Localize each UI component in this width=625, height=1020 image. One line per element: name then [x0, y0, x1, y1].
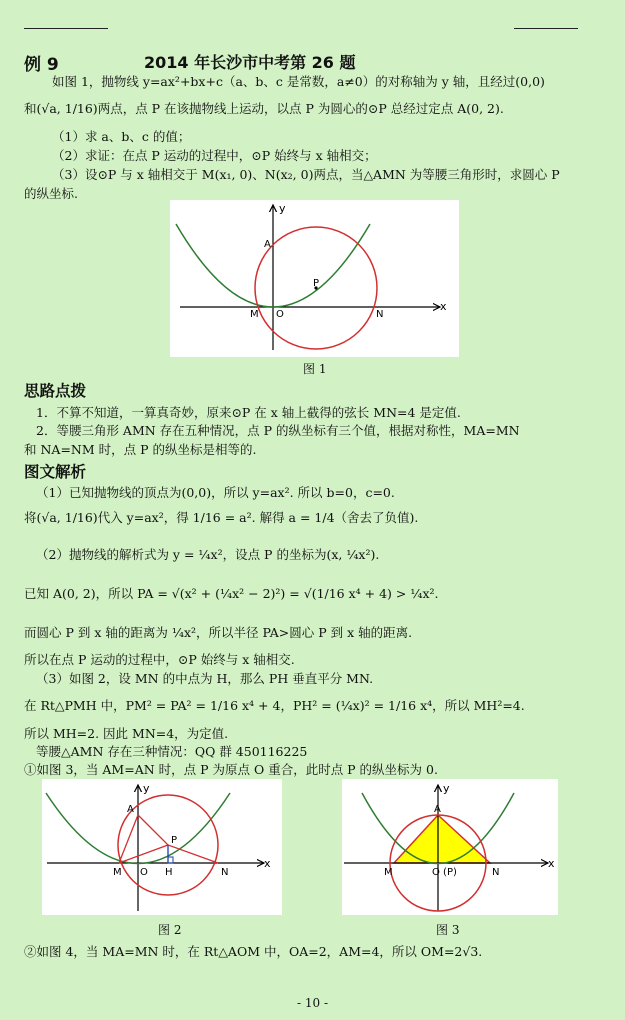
- triangle-amn: [394, 815, 490, 863]
- example-label: 例 9: [24, 55, 59, 75]
- figure-1-caption: 图 1: [303, 362, 327, 376]
- hints-heading: 思路点拨: [24, 382, 87, 400]
- label-n: N: [376, 309, 384, 320]
- segments-am-ap-pn: [138, 815, 218, 863]
- label-y: y: [443, 782, 450, 795]
- solution-heading: 图文解析: [24, 463, 87, 481]
- solution-step-11: ①如图 3，当 AM=AN 时，点 P 为原点 O 重合，此时点 P 的纵坐标为 0.: [24, 762, 438, 777]
- top-rule-right: [514, 28, 578, 29]
- label-a: A: [434, 804, 441, 815]
- problem-line-2: 和(√a, 1/16)两点，点 P 在该抛物线上运动，以点 P 为圆心的⊙P 总经过定点 A(0, 2).: [24, 101, 504, 116]
- question-3-line-2: 的纵坐标.: [24, 186, 78, 201]
- label-x: x: [264, 857, 271, 870]
- hint-2-line-2: 和 NA=NM 时，点 P 的纵坐标是相等的.: [24, 442, 257, 457]
- segment-am: [119, 815, 138, 863]
- label-a: A: [127, 804, 134, 815]
- question-2: （2）求证：在点 P 运动的过程中，⊙P 始终与 x 轴相交；: [52, 148, 377, 163]
- segment-mp: [119, 845, 168, 863]
- hint-1: 1．不算不知道，一算真奇妙，原来⊙P 在 x 轴上截得的弦长 MN=4 是定值.: [36, 405, 461, 420]
- solution-step-9: 所以 MH=2. 因此 MN=4，为定值.: [24, 726, 229, 741]
- problem-line-1: 如图 1，抛物线 y=ax²+bx+c（a、b、c 是常数，a≠0）的对称轴为 y 轴，且经过(0,0): [52, 74, 545, 89]
- label-o: O: [276, 309, 284, 320]
- label-n: N: [492, 867, 500, 878]
- label-m: M: [384, 867, 393, 878]
- solution-step-2: 将(√a, 1/16)代入 y=ax²，得 1/16 = a². 解得 a = 1/4（舍去了负值).: [24, 510, 419, 525]
- question-3-line-1: （3）设⊙P 与 x 轴相交于 M(x₁, 0)、N(x₂, 0)两点，当△AMN 为等腰三角形时，求圆心 P: [52, 167, 560, 182]
- label-o: O: [140, 867, 148, 878]
- label-a: A: [264, 239, 271, 250]
- label-y: y: [279, 202, 286, 215]
- right-angle-mark: [168, 857, 173, 863]
- top-rule-left: [24, 28, 108, 29]
- solution-step-7: （3）如图 2，设 MN 的中点为 H，那么 PH 垂直平分 MN.: [36, 671, 374, 686]
- solution-step-1: （1）已知抛物线的顶点为(0,0)，所以 y=ax². 所以 b=0，c=0.: [36, 485, 395, 500]
- label-n: N: [221, 867, 229, 878]
- figure-2-caption: 图 2: [158, 923, 182, 937]
- figure-1: [170, 200, 459, 357]
- question-1: （1）求 a、b、c 的值；: [52, 129, 191, 144]
- label-y: y: [143, 782, 150, 795]
- solution-step-5: 而圆心 P 到 x 轴的距离为 ¼x²，所以半径 PA>圆心 P 到 x 轴的距离.: [24, 625, 413, 640]
- label-h: H: [165, 867, 173, 878]
- page-number: - 10 -: [296, 996, 328, 1010]
- problem-title: 2014 年长沙市中考第 26 题: [144, 53, 356, 72]
- figure-2: [42, 779, 282, 915]
- solution-step-8: 在 Rt△PMH 中，PM² = PA² = 1/16 x⁴ + 4，PH² = (¼x)² = 1/16 x⁴，所以 MH²=4.: [24, 698, 525, 713]
- hint-2-line-1: 2．等腰三角形 AMN 存在五种情况，点 P 的纵坐标有三个值，根据对称性，MA=MN: [36, 423, 520, 438]
- label-x: x: [440, 300, 447, 313]
- solution-step-6: 所以在点 P 运动的过程中，⊙P 始终与 x 轴相交.: [24, 652, 295, 667]
- label-m: M: [113, 867, 122, 878]
- solution-step-3: （2）抛物线的解析式为 y = ¼x²，设点 P 的坐标为(x, ¼x²).: [36, 547, 380, 562]
- label-o-p: O (P): [432, 867, 457, 878]
- figure-3: [342, 779, 558, 915]
- label-m: M: [250, 309, 259, 320]
- figure-3-caption: 图 3: [436, 923, 460, 937]
- solution-step-12: ②如图 4，当 MA=MN 时，在 Rt△AOM 中，OA=2，AM=4，所以 OM=2√3.: [24, 944, 483, 959]
- label-p: P: [171, 835, 178, 846]
- label-p: P: [313, 278, 320, 289]
- label-x: x: [548, 857, 555, 870]
- solution-step-10: 等腰△AMN 存在三种情况：QQ 群 450116225: [36, 744, 308, 759]
- solution-step-4: 已知 A(0, 2)，所以 PA = √(x² + (¼x² − 2)²) = √(1/16 x⁴ + 4) > ¼x².: [24, 586, 439, 601]
